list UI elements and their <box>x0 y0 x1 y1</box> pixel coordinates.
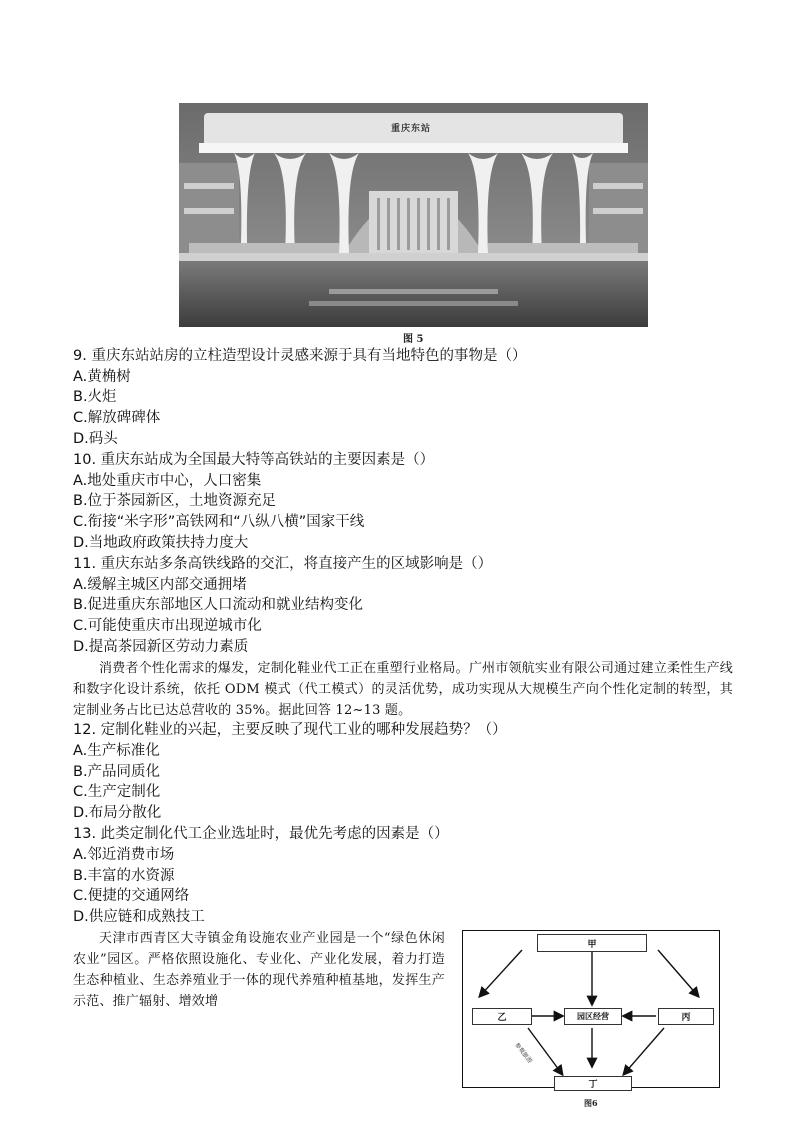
station-photo-illustration <box>179 103 648 327</box>
question-13-option-d: D.供应链和成熟技工 <box>73 909 205 925</box>
question-11-option-b: B.促进重庆东部地区人口流动和就业结构变化 <box>73 597 364 613</box>
passage-agri-park: 天津市西青区大寺镇金角设施农业产业园是一个“绿色休闲农业”园区。严格依照设施化、专业化、产业化发展，着力打造生态种植业、生态养殖业于一体的现代养殖种植基地，发挥生产示范、推广辐射、增效增 <box>73 931 445 1009</box>
passage-custom-shoes: 消费者个性化需求的爆发，定制化鞋业代工正在重塑行业格局。广州市领航实业有限公司通过建立柔性生产线和数字化设计系统，依托 ODM 模式（代工模式）的灵活优势，成功实现从大规模生产向个性化定制的转型，其定制业务占比已达总营收的 35%。据此回答 12~13 题。 <box>73 661 733 718</box>
question-9-stem: 9. 重庆东站站房的立柱造型设计灵感来源于具有当地特色的事物是（） <box>73 348 527 364</box>
question-9-option-d: D.码头 <box>73 431 118 447</box>
question-12-option-b: B.产品同质化 <box>73 764 161 780</box>
box-park-operation: 园区经营 <box>564 1008 622 1025</box>
question-13-option-c: C.便捷的交通网络 <box>73 888 190 904</box>
figure6-diagram <box>462 930 720 1090</box>
figure5-caption: 图 5 <box>403 334 424 345</box>
box-yi: 乙 <box>472 1008 532 1025</box>
question-10-option-d: D.当地政府政策扶持力度大 <box>73 535 249 551</box>
arrow-label-tourism: 参观旅游 <box>513 1041 534 1065</box>
question-12-option-c: C.生产定制化 <box>73 784 161 800</box>
station-photo <box>179 103 648 327</box>
question-10-option-a: A.地处重庆市中心，人口密集 <box>73 473 262 489</box>
question-9-option-c: C.解放碑碑体 <box>73 410 161 426</box>
question-12-stem: 12. 定制化鞋业的兴起，主要反映了现代工业的哪种发展趋势？（） <box>73 722 507 738</box>
question-10-stem: 10. 重庆东站成为全国最大特等高铁站的主要因素是（） <box>73 452 435 468</box>
station-sign-text: 重庆东站 <box>391 124 432 134</box>
question-11-option-c: C.可能使重庆市出现逆城市化 <box>73 618 262 634</box>
question-13-option-a: A.邻近消费市场 <box>73 847 175 863</box>
question-11-option-a: A.缓解主城区内部交通拥堵 <box>73 577 247 593</box>
question-11-stem: 11. 重庆东站多条高铁线路的交汇，将直接产生的区域影响是（） <box>73 556 493 572</box>
box-ding: 丁 <box>554 1076 632 1091</box>
question-9-option-a: A.黄桷树 <box>73 369 131 385</box>
box-jia: 甲 <box>537 934 647 952</box>
question-10-option-c: C.衔接“米字形”高铁网和“八纵八横”国家干线 <box>73 514 365 530</box>
question-9-option-b: B.火炬 <box>73 389 117 405</box>
question-11-option-d: D.提高茶园新区劳动力素质 <box>73 639 249 655</box>
question-13-stem: 13. 此类定制化代工企业选址时，最优先考虑的因素是（） <box>73 826 449 842</box>
figure6-caption: 图6 <box>584 1098 598 1108</box>
question-10-option-b: B.位于茶园新区，土地资源充足 <box>73 493 277 509</box>
question-13-option-b: B.丰富的水资源 <box>73 868 175 884</box>
box-bing: 丙 <box>658 1008 714 1025</box>
question-12-option-a: A.生产标准化 <box>73 743 160 759</box>
question-12-option-d: D.布局分散化 <box>73 805 162 821</box>
